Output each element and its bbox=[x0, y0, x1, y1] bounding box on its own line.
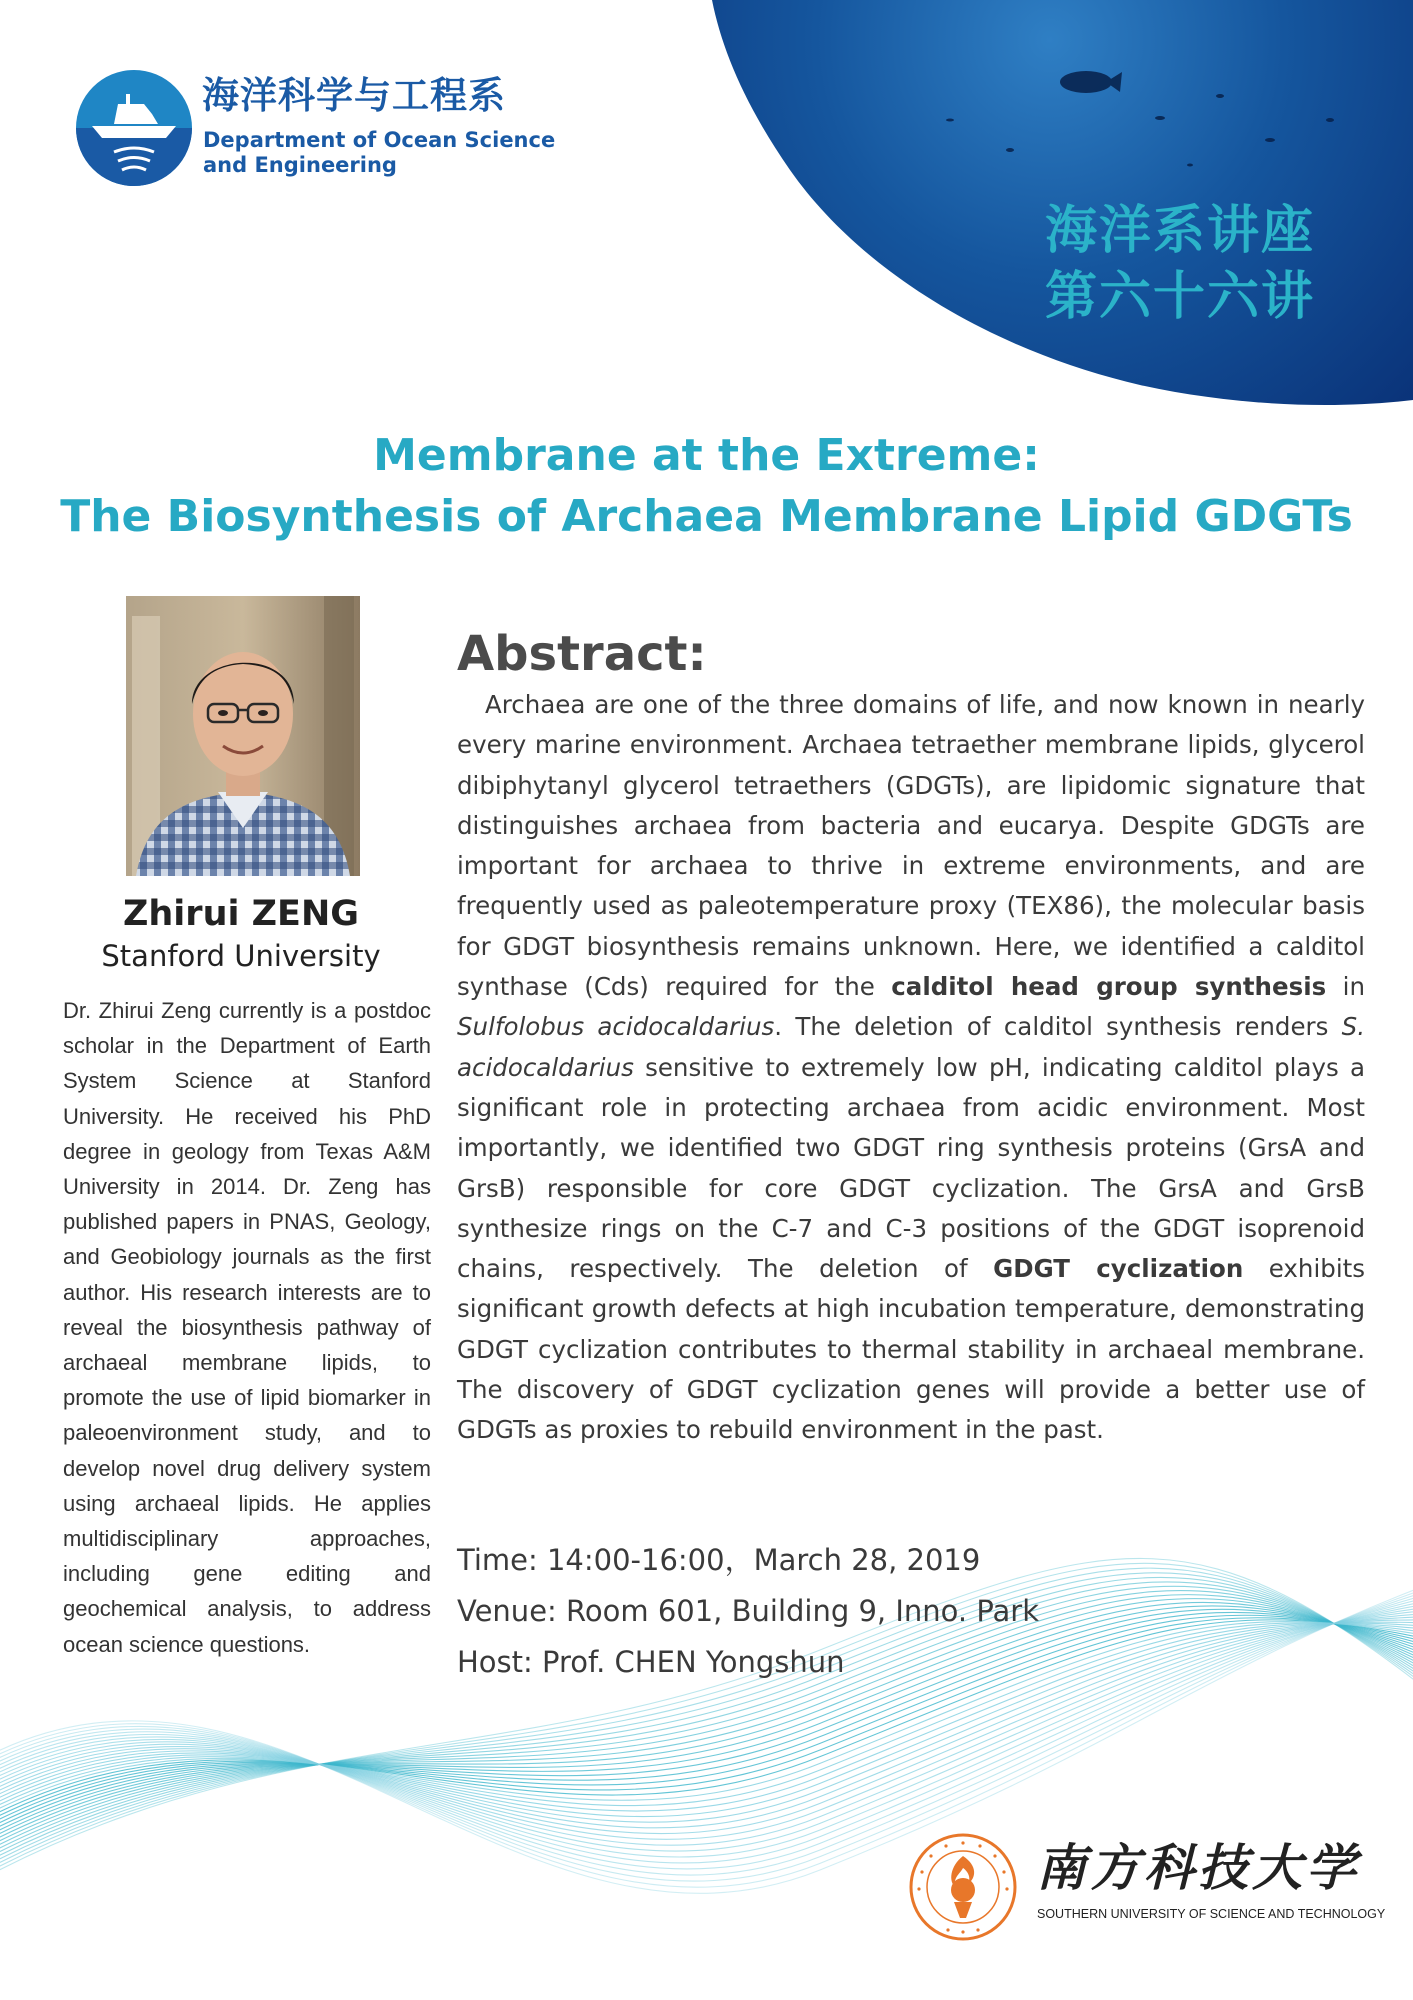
speaker-photo bbox=[126, 596, 360, 876]
speaker-bio: Dr. Zhirui Zeng currently is a postdoc scholar in the Department of Earth System Science at Stanford University. He received his PhD degree in geology from Texas A&M University in 2014. Dr. Zeng has published papers in PNAS, Geology, and Geobiology journals as the first author. His research interests are to reveal the biosynthesis pathway of archaeal membrane lipids, to promote the use of lipid biomarker in paleoenvironment study, and to develop novel drug delivery system using archaeal lipids. He applies multidisciplinary approaches, including gene editing and geochemical analysis, to address ocean science questions. bbox=[63, 998, 431, 1657]
department-name-en-line-1: Department of Ocean Science bbox=[203, 128, 556, 152]
event-time: Time: 14:00-16:00，March 28, 2019 bbox=[457, 1543, 981, 1577]
abstract-text: Archaea are one of the three domains of life, and now known in nearly every marine environment. Archaea tetraether membrane lipids, glycerol dibiphytanyl glycerol tetraethers (GDGTs), are lipidomic signature that distinguishes archaea from bacteria and eucarya. Despite GDGTs are important for archaea to thrive in extreme environments, and are frequently used as paleotemperature proxy (TEX86), the molecular basis for GDGT biosynthesis remains unknown. Here, we identified a calditol synthase (Cds) required for the bbox=[457, 690, 1365, 1002]
event-venue: Venue: Room 601, Building 9, Inno. Park bbox=[457, 1594, 1040, 1628]
torch-emblem-icon bbox=[908, 1832, 1018, 1942]
talk-title-line-1: Membrane at the Extreme: bbox=[373, 430, 1040, 481]
speaker-name: Zhirui ZENG bbox=[123, 894, 359, 934]
university-name-cn: 南方科技大学 bbox=[1036, 1838, 1360, 1897]
series-line-1: 海洋系讲座 bbox=[1045, 201, 1316, 261]
wave-line bbox=[0, 1606, 1413, 1840]
abstract-bold-text: GDGT cyclization bbox=[993, 1254, 1244, 1284]
wave-line bbox=[0, 1598, 1413, 1863]
abstract-body bbox=[457, 685, 1365, 1451]
department-name-en bbox=[203, 128, 555, 178]
lecture-series-title bbox=[1045, 198, 1315, 330]
abstract-text: exhibits significant growth defects at high incubation temperature, demonstrating GDGT cyclization contributes to thermal stability in archaeal membrane. The discovery of GDGT cyclization genes will provide a better use of GDGTs as proxies to rebuild environment in the past. bbox=[457, 1254, 1365, 1445]
event-host: Host: Prof. CHEN Yongshun bbox=[457, 1645, 845, 1679]
abstract-text: . The deletion of calditol synthesis renders bbox=[774, 1012, 1342, 1042]
speaker-affiliation: Stanford University bbox=[101, 939, 381, 973]
abstract-italic-text: S. acidocaldarius bbox=[457, 1012, 1366, 1082]
ship-logo-icon bbox=[74, 68, 194, 188]
series-line-2: 第六十六讲 bbox=[1045, 267, 1316, 327]
abstract-italic-text: Sulfolobus acidocaldarius bbox=[457, 1012, 775, 1042]
wave-line bbox=[0, 1602, 1413, 1843]
talk-title bbox=[0, 425, 1413, 547]
talk-title-line-2: The Biosynthesis of Archaea Membrane Lipid GDGTs bbox=[60, 491, 1353, 542]
university-name-en: SOUTHERN UNIVERSITY OF SCIENCE AND TECHNOLOGY bbox=[1037, 1907, 1386, 1921]
abstract-text: sensitive to extremely low pH, indicating calditol plays a significant role in protecting archaea from acidic environment. Most importantly, we identified two GDGT ring synthesis proteins (GrsA and GrsB) responsible for core GDGT cyclization. The GrsA and GrsB synthesize rings on the C-7 and C-3 positions of the GDGT isoprenoid chains, respectively. The deletion of bbox=[457, 1052, 1365, 1284]
abstract-text: in bbox=[1326, 972, 1366, 1002]
abstract-bold-text: calditol head group synthesis bbox=[891, 972, 1327, 1002]
abstract-heading: Abstract: bbox=[457, 626, 707, 682]
department-name-en-line-2: and Engineering bbox=[203, 153, 397, 177]
department-name-cn: 海洋科学与工程系 bbox=[202, 74, 506, 117]
